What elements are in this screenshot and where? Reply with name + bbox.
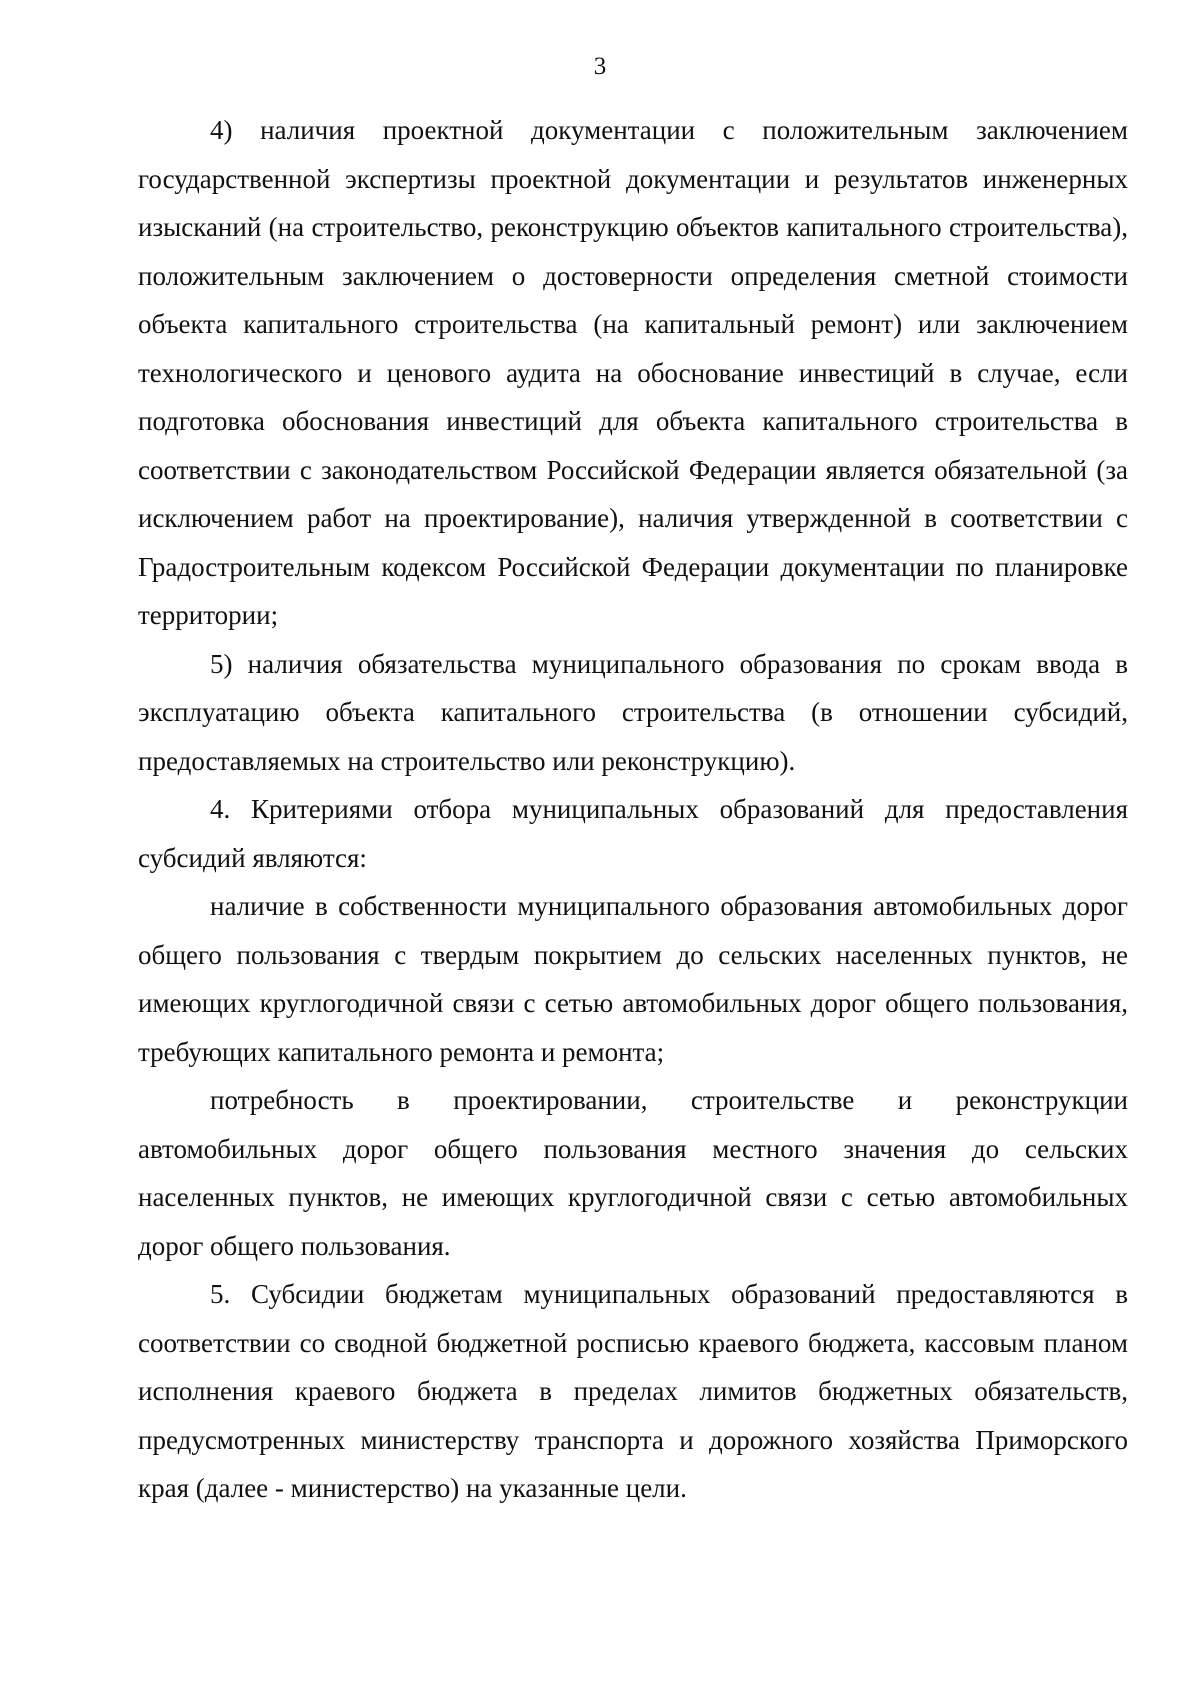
- document-body: [138, 106, 1128, 1513]
- paragraph-item-4-project-documentation: 4) наличия проектной документации с положительным заключением государственной экспертизы проектной документации и результатов инженерных изысканий (на строительство, реконструкцию объектов капитального строительства), положительным заключением о достоверности определения сметной стоимости объекта капитального строительства (на капитальный ремонт) или заключением технологического и ценового аудита на обоснование инвестиций в случае, если подготовка обоснования инвестиций для объекта капитального строительства в соответствии с законодательством Российской Федерации является обязательной (за исключением работ на проектирование), наличия утвержденной в соответствии с Градостроительным кодексом Российской Федерации документации по планировке территории;: [138, 115, 1128, 630]
- paragraph-criterion-construction-need: потребность в проектировании, строительстве и реконструкции автомобильных дорог общего пользования местного значения до сельских населенных пунктов, не имеющих круглогодичной связи с сетью автомобильных дорог общего пользования.: [138, 1085, 1128, 1261]
- paragraph-criterion-road-ownership: наличие в собственности муниципального образования автомобильных дорог общего пользования с твердым покрытием до сельских населенных пунктов, не имеющих круглогодичной связи с сетью автомобильных дорог общего пользования, требующих капитального ремонта и ремонта;: [138, 891, 1128, 1067]
- paragraph-section-4-selection-criteria: 4. Критериями отбора муниципальных образований для предоставления субсидий являются:: [138, 794, 1128, 873]
- paragraph-section-5-subsidy-provision: 5. Субсидии бюджетам муниципальных образований предоставляются в соответствии со сводной бюджетной росписью краевого бюджета, кассовым планом исполнения краевого бюджета в пределах лимитов бюджетных обязательств, предусмотренных министерству транспорта и дорожного хозяйства Приморского края (далее - министерство) на указанные цели.: [138, 1279, 1128, 1503]
- page-number: 3: [593, 53, 607, 80]
- paragraph-item-5-commissioning-obligation: 5) наличия обязательства муниципального образования по срокам ввода в эксплуатацию объекта капитального строительства (в отношении субсидий, предоставляемых на строительство или реконструкцию).: [138, 648, 1128, 776]
